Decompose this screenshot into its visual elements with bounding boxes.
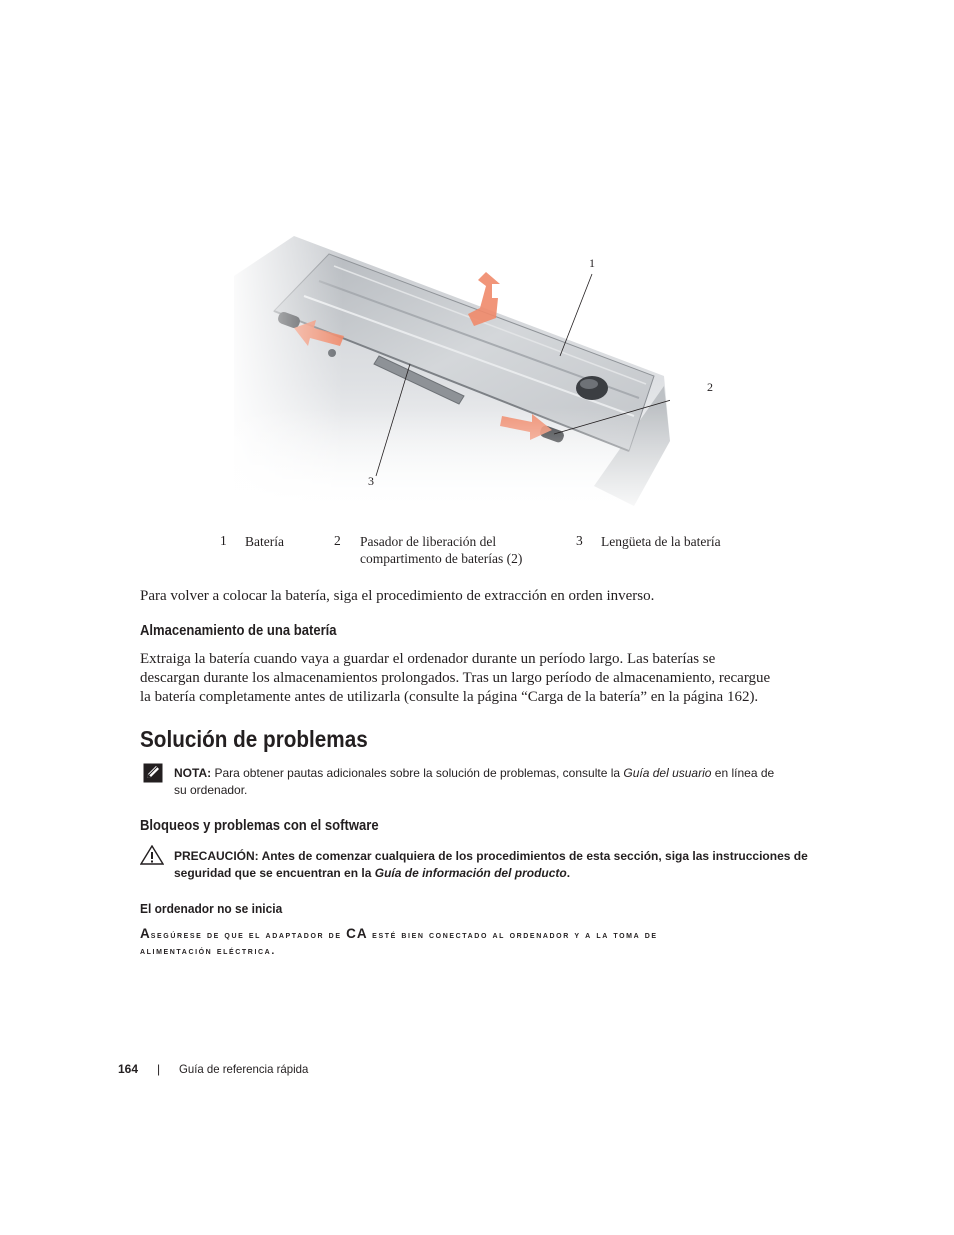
- caution-warning-icon: [140, 845, 164, 865]
- intro-paragraph: Para volver a colocar la batería, siga el procedimiento de extracción en orden inverso.: [140, 588, 655, 604]
- storage-line-2: descargan durante los almacenamientos prolongados. Tras un largo período de almacenamiento, recargue: [140, 670, 771, 686]
- note-text-before: Para obtener pautas adicionales sobre la solución de problemas, consulte la: [214, 766, 621, 780]
- battery-illustration: [234, 236, 670, 522]
- storage-line-3: la batería completamente antes de utilizarla (consulte la página “Carga de la batería” en la página 162).: [140, 689, 759, 705]
- page-number: 164: [118, 1062, 139, 1076]
- caution-period: .: [566, 866, 571, 880]
- storage-line-1: Extraiga la batería cuando vaya a guardar el ordenador durante un período largo. Las baterías se: [140, 651, 716, 667]
- note-line-2: su ordenador.: [174, 783, 248, 797]
- footer-separator: |: [157, 1062, 161, 1076]
- troubleshooting-heading: Solución de problemas: [140, 726, 368, 752]
- no-start-heading: El ordenador no se inicia: [140, 901, 283, 916]
- no-start-initial: A: [140, 926, 151, 941]
- legend-text-2-line2: compartimento de baterías (2): [360, 551, 523, 566]
- no-start-line-2: alimentación eléctrica.: [140, 945, 276, 957]
- note-pencil-icon: [143, 763, 163, 783]
- note-line-1: [174, 764, 774, 782]
- legend-num-2: 2: [334, 533, 341, 548]
- caution-line-1: [174, 847, 808, 865]
- footer-title: Guía de referencia rápida: [179, 1062, 309, 1076]
- note-user-guide-ref: Guía del usuario: [623, 766, 712, 780]
- legend-num-1: 1: [220, 533, 227, 548]
- caution-product-guide-ref: Guía de información del producto: [374, 866, 567, 880]
- note-label: NOTA:: [174, 766, 212, 780]
- storage-heading: Almacenamiento de una batería: [140, 623, 337, 639]
- legend-num-3: 3: [576, 533, 583, 548]
- note-text-after: en línea de: [714, 766, 775, 780]
- no-start-text-a: segúrese de que el adaptador de: [150, 929, 342, 941]
- legend-text-2-line1: Pasador de liberación del: [360, 534, 497, 549]
- caution-label: PRECAUCIÓN:: [174, 849, 259, 863]
- lockups-heading: Bloqueos y problemas con el software: [140, 818, 379, 834]
- legend-text-3: Lengüeta de la batería: [601, 534, 721, 549]
- no-start-text-b: esté bien conectado al ordenador y a la toma de: [372, 929, 658, 941]
- callout-2: 2: [707, 380, 713, 394]
- caution-text-1: Antes de comenzar cualquiera de los procedimientos de esta sección, siga las instrucciones de: [261, 849, 808, 863]
- caution-text-2: seguridad que se encuentran en la: [174, 866, 372, 880]
- callout-3: 3: [368, 474, 374, 488]
- caution-line-2: [174, 864, 570, 882]
- legend-text-1: Batería: [245, 534, 284, 549]
- callout-1: 1: [589, 256, 595, 270]
- no-start-ca: CA: [346, 926, 368, 941]
